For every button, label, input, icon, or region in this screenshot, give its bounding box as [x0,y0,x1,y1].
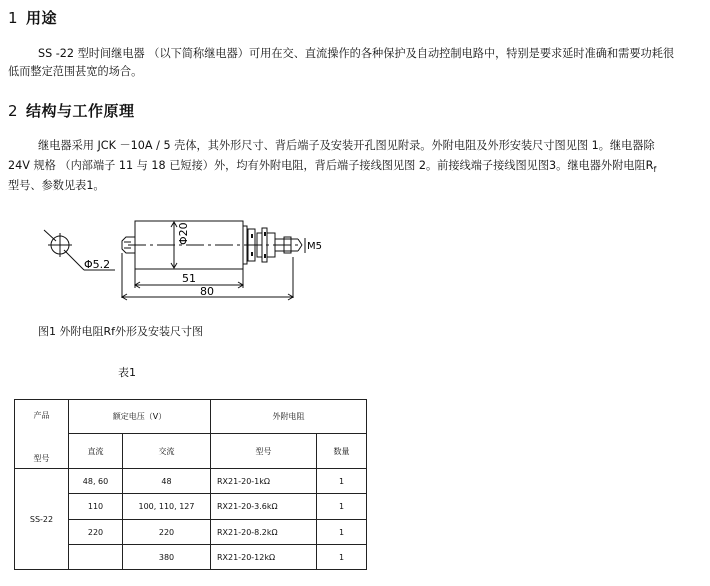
section1-heading [8,7,57,28]
section2-number: 2 [8,102,19,120]
cell-res-model: RX21-20-8.2kΩ [211,520,317,545]
section1-number: 1 [8,9,19,27]
section2-text-line1: 继电器采用 JCK －10A / 5 壳体，其外形尺寸、背后端子及安装开孔图见附录。外附电阻及外形安装尺寸图见图 1。继电器除 [38,139,655,152]
thread-label: M5 [307,241,322,252]
cell-ac: 100, 110, 127 [123,494,211,520]
section1-text-line1: SS -22 型时间继电器 （以下简称继电器）可用在交、直流操作的各种保护及自动控制电路中，特别是要求延时准确和需要功耗很 [38,47,675,60]
hole-label: Φ5.2 [84,258,111,271]
header-product: 产品 [33,411,50,420]
section2-text-line2-main: 24V 规格 （内部端子 11 与 18 已短接）外，均有外附电阻，背后端子接线图见图 2。前接线端子接线图见图3。继电器外附电阻R [8,159,654,172]
rf-subscript: f [653,165,657,175]
figure-caption: 图1 外附电阻Rf外形及安装尺寸图 [38,325,204,338]
cell-ac: 380 [123,545,211,570]
product-model-cell: SS-22 [15,469,69,570]
cell-res-model: RX21-20-3.6kΩ [211,494,317,520]
section2-text-line3: 型号、参数见表1。 [8,179,105,192]
cell-ac: 48 [123,469,211,494]
section2-title: 结构与工作原理 [26,102,135,120]
cell-res-model: RX21-20-1kΩ [211,469,317,494]
table-caption: 表1 [118,366,136,379]
dim-inner-label: 51 [182,272,196,285]
section2-heading [8,100,135,121]
section1-text-line2: 低而整定范围甚宽的场合。 [8,65,143,78]
cell-qty: 1 [317,494,367,520]
spec-table [14,399,367,570]
cell-qty: 1 [317,469,367,494]
table-row [15,469,367,494]
cell-dc: 110 [69,494,123,520]
header-ext-resistor: 外附电阻 [211,400,367,434]
header-res-model: 型号 [211,434,317,469]
cell-qty: 1 [317,545,367,570]
header-qty: 数量 [317,434,367,469]
resistor-outline-drawing [0,200,340,310]
cell-dc [69,545,123,570]
cell-dc: 220 [69,520,123,545]
dim-outer-label: 80 [200,285,214,298]
header-rated-voltage: 额定电压（V） [69,400,211,434]
cell-qty: 1 [317,520,367,545]
cell-ac: 220 [123,520,211,545]
section1-title: 用途 [26,9,58,27]
header-dc: 直流 [69,434,123,469]
section2-text-line2 [8,157,656,179]
header-model: 型号 [33,454,50,463]
cell-dc: 48, 60 [69,469,123,494]
cell-res-model: RX21-20-12kΩ [211,545,317,570]
dia-label: Φ20 [177,222,190,245]
header-product-model [15,400,69,469]
header-ac: 交流 [123,434,211,469]
